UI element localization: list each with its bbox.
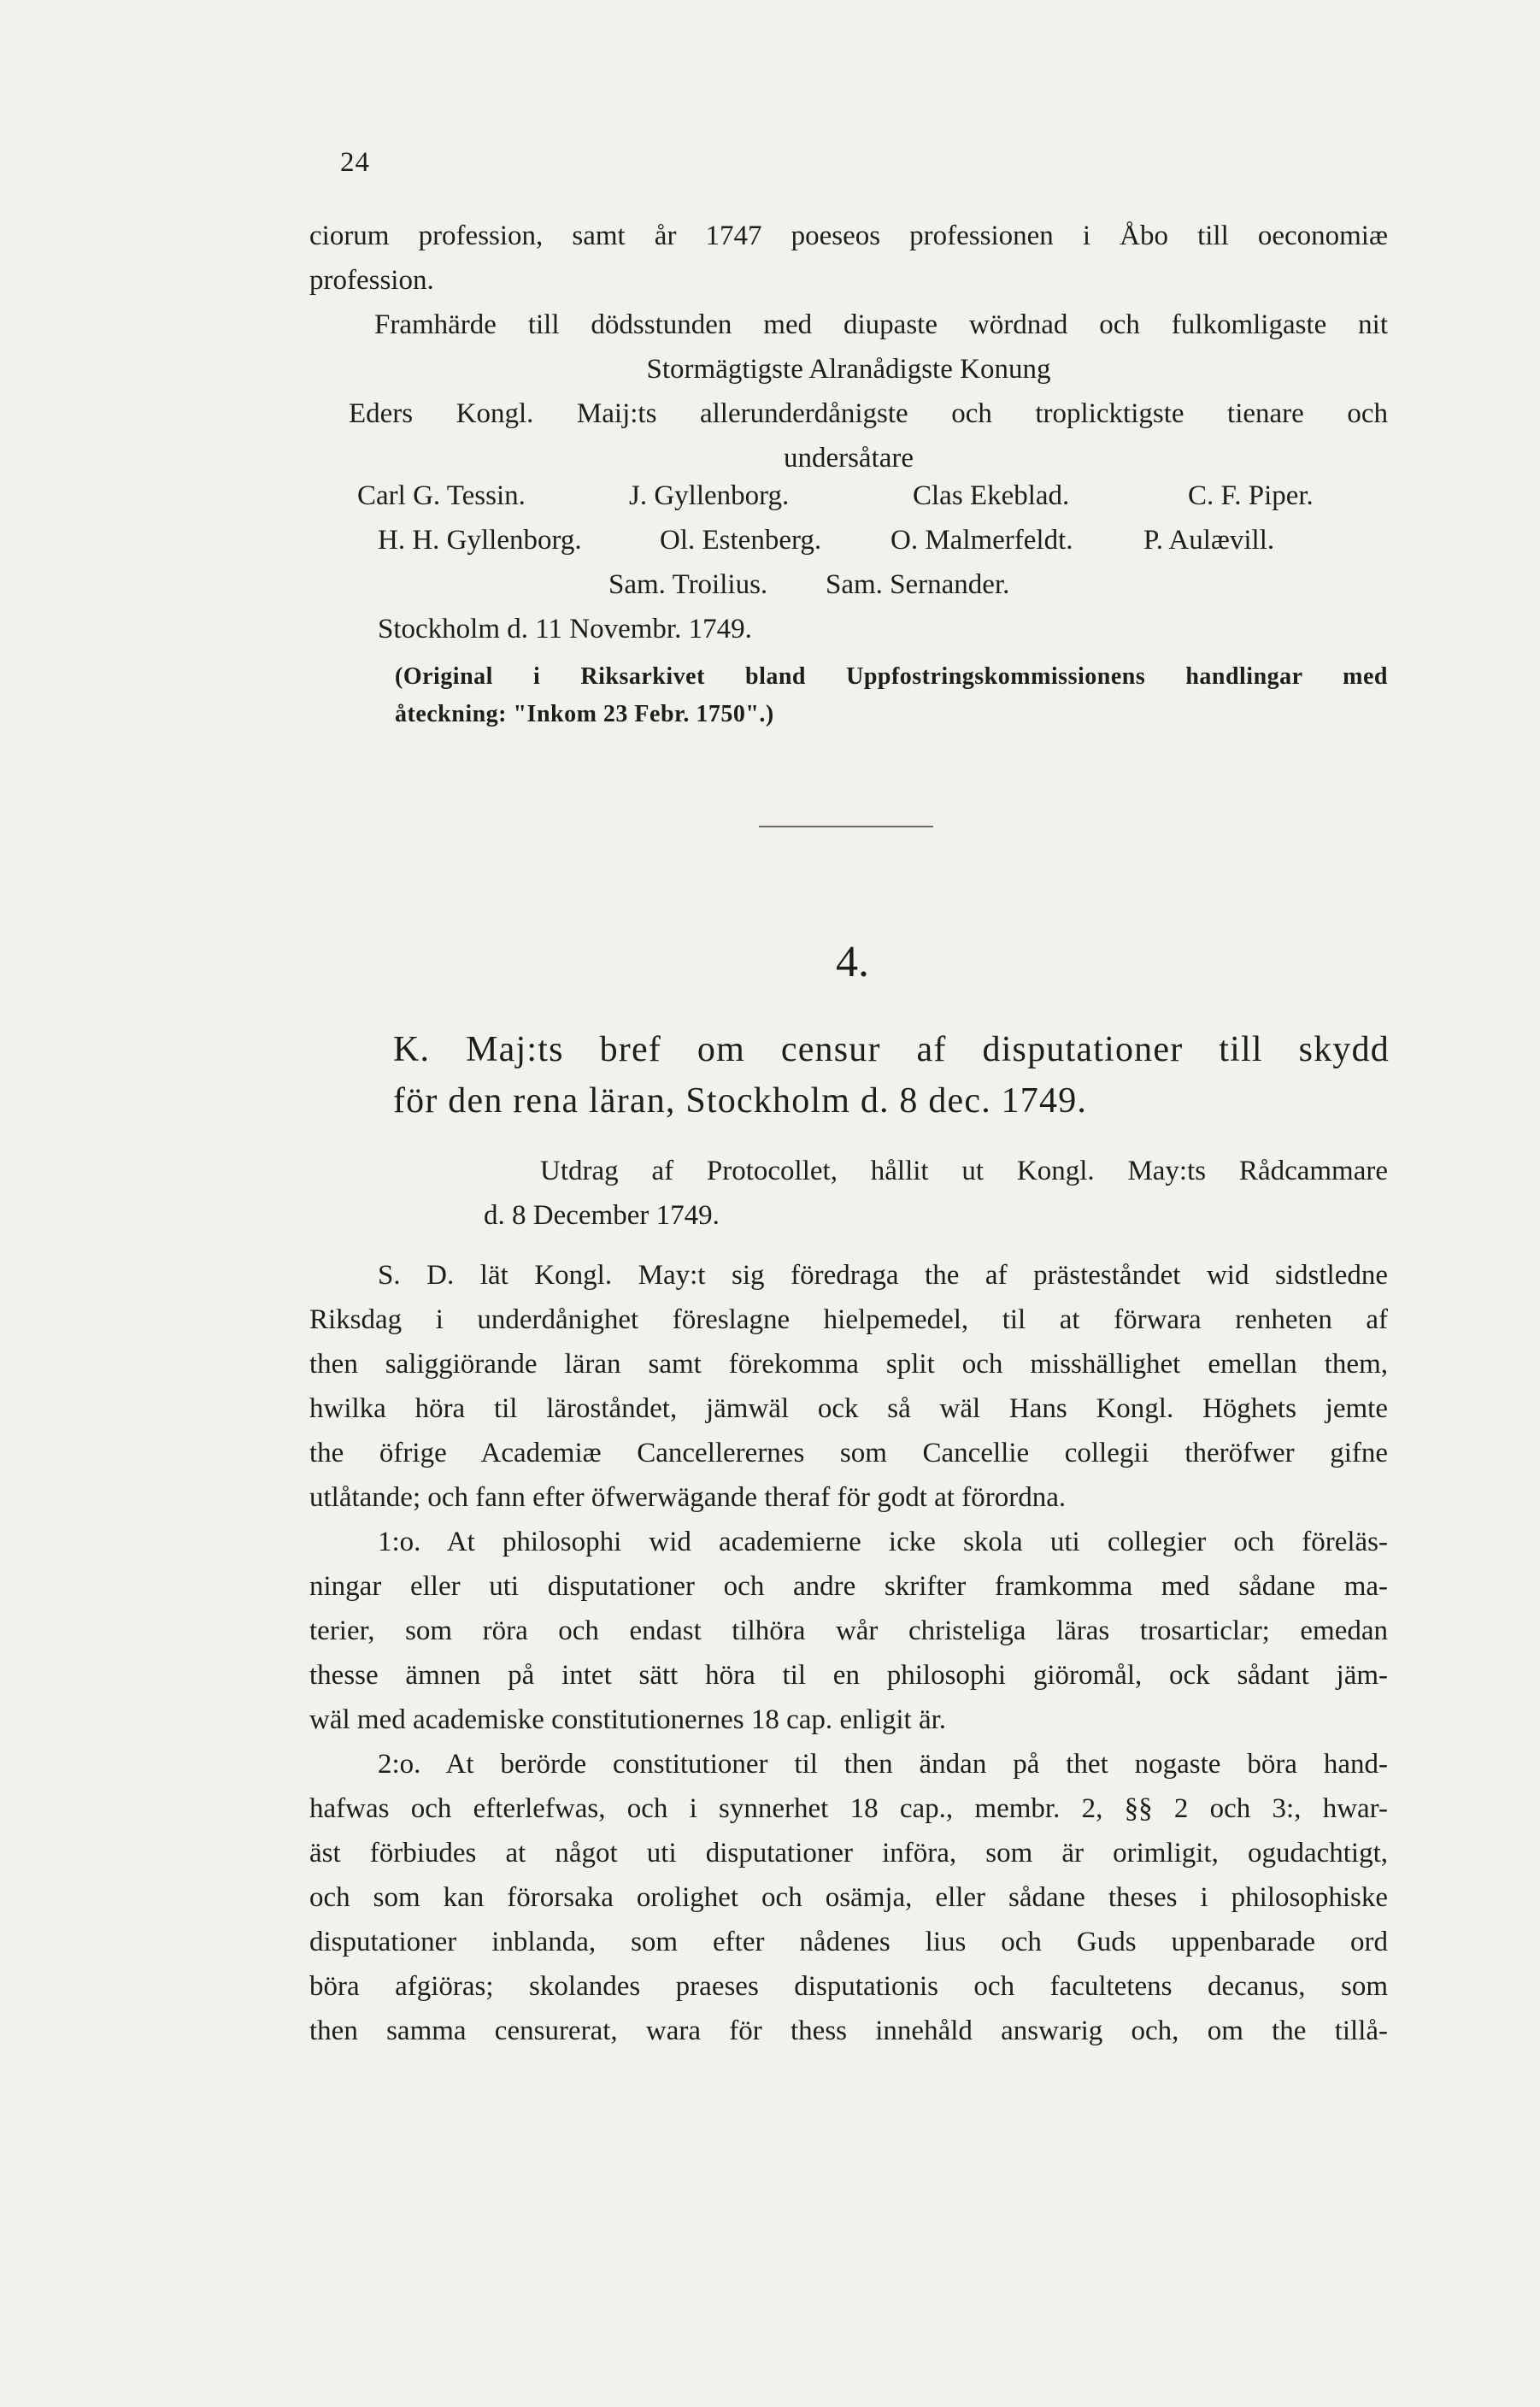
section-divider (759, 826, 933, 827)
text-line: utlåtande; och fann efter öfwerwägande theraf för godt at förordna. (309, 1482, 1067, 1513)
text-line: disputationer inblanda, som efter nådenes lius och Guds uppenbarade ord (309, 1927, 1388, 1957)
extract-line: Utdrag af Protocollet, hållit ut Kongl. May:ts Rådcammare (540, 1156, 1388, 1186)
text-line: 1:o. At philosophi wid academierne icke skola uti collegier och föreläs- (378, 1527, 1388, 1557)
servant-line: Eders Kongl. Maij:ts allerunderdånigste och troplicktigste tienare och (349, 398, 1388, 429)
text-line: S. D. lät Kongl. May:t sig föredraga the af prästeståndet wid sidstledne (378, 1260, 1388, 1291)
text-line: ningar eller uti disputationer och andre skrifter framkomma med sådane ma- (309, 1571, 1388, 1602)
text-line: then saliggiörande läran samt förekomma split och misshällighet emellan them, (309, 1349, 1388, 1380)
addressee-line: Stormägtigste Alranådigste Konung (646, 354, 1051, 385)
document-title (393, 1024, 1390, 1127)
signature: Sam. Troilius. (608, 569, 768, 600)
letter-body (309, 214, 1388, 480)
subjects-line: undersåtare (783, 443, 914, 474)
page-number: 24 (340, 147, 370, 178)
signatures (309, 480, 1388, 658)
place-date-row (309, 614, 1388, 658)
text-line: och som kan förorsaka orolighet och osämja, eller sådane theses i philosophiske (309, 1882, 1388, 1913)
text-line: 2:o. At berörde constitutioner til then ändan på thet nogaste böra hand- (378, 1749, 1388, 1780)
protocol-extract (309, 1149, 1388, 1238)
signature: Carl G. Tessin. (357, 480, 526, 511)
text-line: Riksdag i underdånighet föreslagne hielpemedel, til at förwara renheten af (309, 1304, 1388, 1335)
note-line: (Original i Riksarkivet bland Uppfostringskommissionens handlingar med (395, 663, 1388, 690)
text-line: then samma censurerat, wara för thess innehåld answarig och, om the tillå- (309, 2016, 1388, 2046)
text-line: wäl med academiske constitutionernes 18 cap. enligit är. (309, 1704, 947, 1735)
signature-row (309, 569, 1388, 614)
signature: Sam. Sernander. (826, 569, 1010, 600)
signature: J. Gyllenborg. (629, 480, 790, 511)
text-line: äst förbiudes at något uti disputationer införa, som är orimligit, ogudachtigt, (309, 1838, 1388, 1869)
signature: H. H. Gyllenborg. (378, 525, 582, 556)
signature-row (309, 525, 1388, 569)
archive-note (309, 658, 1388, 733)
text-line: the öfrige Academiæ Cancellerernes som Cancellie collegii theröfwer gifne (309, 1438, 1388, 1468)
text-line: hafwas och efterlefwas, och i synnerhet 18 cap., membr. 2, §§ 2 och 3:, hwar- (309, 1793, 1388, 1824)
main-text (309, 1253, 1388, 2053)
signature: Ol. Estenberg. (660, 525, 822, 556)
document-number: 4. (836, 938, 869, 986)
signature: C. F. Piper. (1188, 480, 1314, 511)
signature-row (309, 480, 1388, 525)
text-line: thesse ämnen på intet sätt höra til en philosophi giöromål, ock sådant jäm- (309, 1660, 1388, 1691)
signature: O. Malmerfeldt. (890, 525, 1073, 556)
text-line: profession. (309, 265, 434, 296)
extract-line: d. 8 December 1749. (484, 1200, 720, 1231)
signature: Clas Ekeblad. (913, 480, 1070, 511)
title-line: för den rena läran, Stockholm d. 8 dec. 1749. (393, 1081, 1088, 1121)
text-line: terier, som röra och endast tilhöra wår christeliga läras trosarticlar; emedan (309, 1615, 1388, 1646)
text-line: ciorum profession, samt år 1747 poeseos professionen i Åbo till oeconomiæ (309, 221, 1388, 251)
title-line: K. Maj:ts bref om censur af disputationer till skydd (393, 1030, 1390, 1069)
text-line: hwilka höra til läroståndet, jämwäl ock så wäl Hans Kongl. Höghets jemte (309, 1393, 1388, 1424)
signature: P. Aulævill. (1143, 525, 1275, 556)
place-date: Stockholm d. 11 Novembr. 1749. (378, 614, 752, 644)
text-line: Framhärde till dödsstunden med diupaste wördnad och fulkomligaste nit (374, 309, 1388, 340)
text-line: böra afgiöras; skolandes praeses disputationis och facultetens decanus, som (309, 1971, 1388, 2002)
note-line: åteckning: "Inkom 23 Febr. 1750".) (395, 701, 774, 727)
